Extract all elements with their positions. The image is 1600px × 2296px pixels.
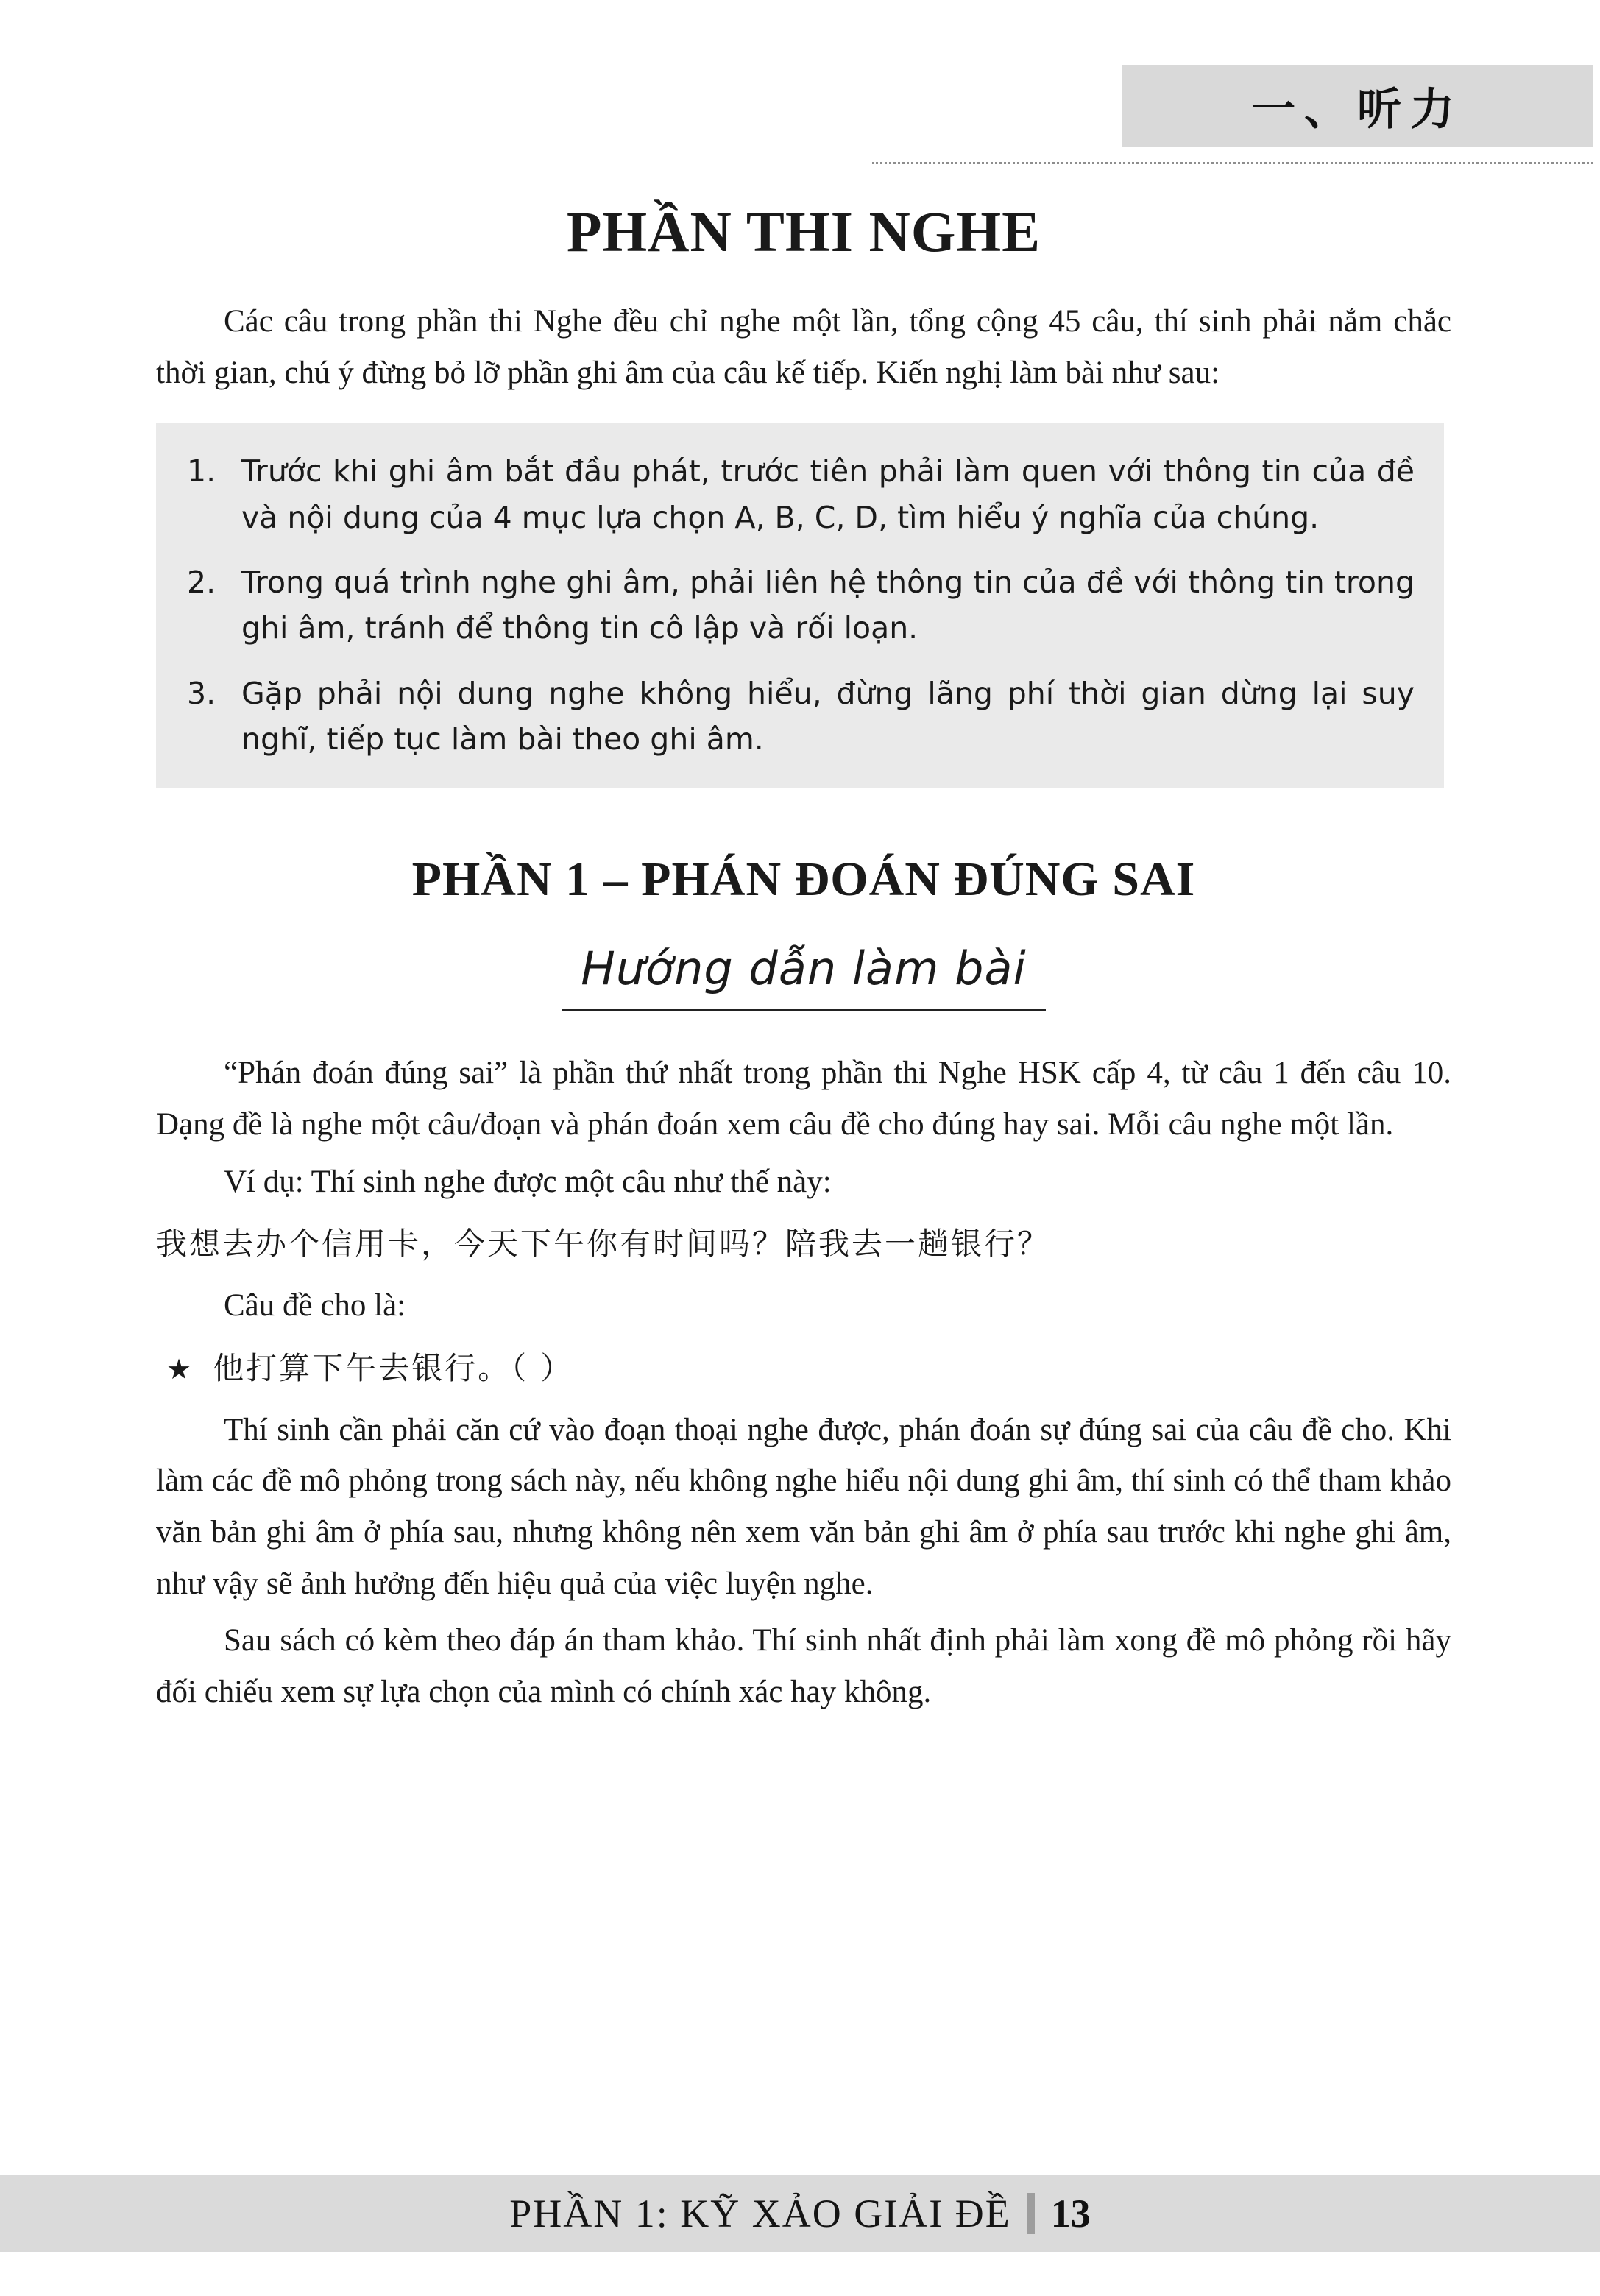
page-footer [0, 2175, 1600, 2252]
footer-inner [509, 2191, 1090, 2236]
paragraph-1: “Phán đoán đúng sai” là phần thứ nhất trong phần thi Nghe HSK cấp 4, từ câu 1 đến câu 10. Dạng đề là nghe một câu/đoạn và phán đoán xem câu đề cho đúng hay sai. Mỗi câu nghe một lần. [156, 1056, 1451, 1142]
tip-text: Gặp phải nội dung nghe không hiểu, đừng lãng phí thời gian dừng lại suy nghĩ, tiếp tục làm bài theo ghi âm. [241, 675, 1415, 757]
paragraph-4: Thí sinh cần phải căn cứ vào đoạn thoại nghe được, phán đoán sự đúng sai của câu đề cho. Khi làm các đề mô phỏng trong sách này, nếu không nghe hiểu nội dung ghi âm, thí sinh có thể tham khảo văn bản ghi âm ở phía sau, nhưng không nên xem văn bản ghi âm ở phía sau trước khi nghe ghi âm, như vậy sẽ ảnh hưởng đến hiệu quả của việc luyện nghe. [156, 1412, 1451, 1601]
list-item [178, 559, 1415, 651]
chinese-question-line [156, 1345, 1451, 1391]
part-title: PHẦN 1 – PHÁN ĐOÁN ĐÚNG SAI [411, 852, 1196, 907]
page-header [0, 35, 1600, 135]
guide-heading: Hướng dẫn làm bài [562, 942, 1045, 1011]
intro-paragraph: Các câu trong phần thi Nghe đều chỉ nghe một lần, tổng cộng 45 câu, thí sinh phải nắm chắc thời gian, chú ý đừng bỏ lỡ phần ghi âm của câu kế tiếp. Kiến nghị làm bài như sau: [156, 304, 1451, 390]
header-dotted-rule [872, 162, 1593, 166]
star-icon: ★ [166, 1352, 194, 1385]
tip-text: Trong quá trình nghe ghi âm, phải liên hệ thông tin của đề với thông tin trong ghi âm, tránh để thông tin cô lập và rối loạn. [241, 564, 1415, 646]
page-number: 13 [1050, 2191, 1091, 2236]
page-title: PHẦN THI NGHE [566, 199, 1041, 264]
paragraph-5: Sau sách có kèm theo đáp án tham khảo. Thí sinh nhất định phải làm xong đề mô phỏng rồi hãy đối chiếu xem sự lựa chọn của mình có chính xác hay không. [156, 1623, 1451, 1710]
tip-number: 1. [187, 453, 216, 490]
paragraph-2: Ví dụ: Thí sinh nghe được một câu như thế này: [224, 1164, 832, 1199]
tip-text: Trước khi ghi âm bắt đầu phát, trước tiên phải làm quen với thông tin của đề và nội dung của 4 mục lựa chọn A, B, C, D, tìm hiểu ý nghĩa của chúng. [241, 453, 1415, 535]
list-item [178, 671, 1415, 763]
paragraph-3: Câu đề cho là: [224, 1288, 406, 1324]
footer-title: PHẦN 1: KỸ XẢO GIẢI ĐỀ [509, 2191, 1011, 2236]
tip-number: 2. [187, 564, 216, 600]
tip-number: 3. [187, 675, 216, 711]
chinese-question-text: 他打算下午去银行。（ ） [213, 1349, 574, 1386]
list-item [178, 448, 1415, 540]
tips-box [156, 423, 1444, 788]
header-section-label: 一、听力 [1251, 84, 1463, 135]
footer-divider [1027, 2193, 1035, 2234]
chinese-example-sentence: 我想去办个信用卡，今天下午你有时间吗？陪我去一趟银行？ [156, 1226, 1051, 1262]
header-section-badge [1122, 65, 1593, 147]
page-content [156, 177, 1451, 1724]
guide-heading-wrapper [156, 942, 1451, 1011]
